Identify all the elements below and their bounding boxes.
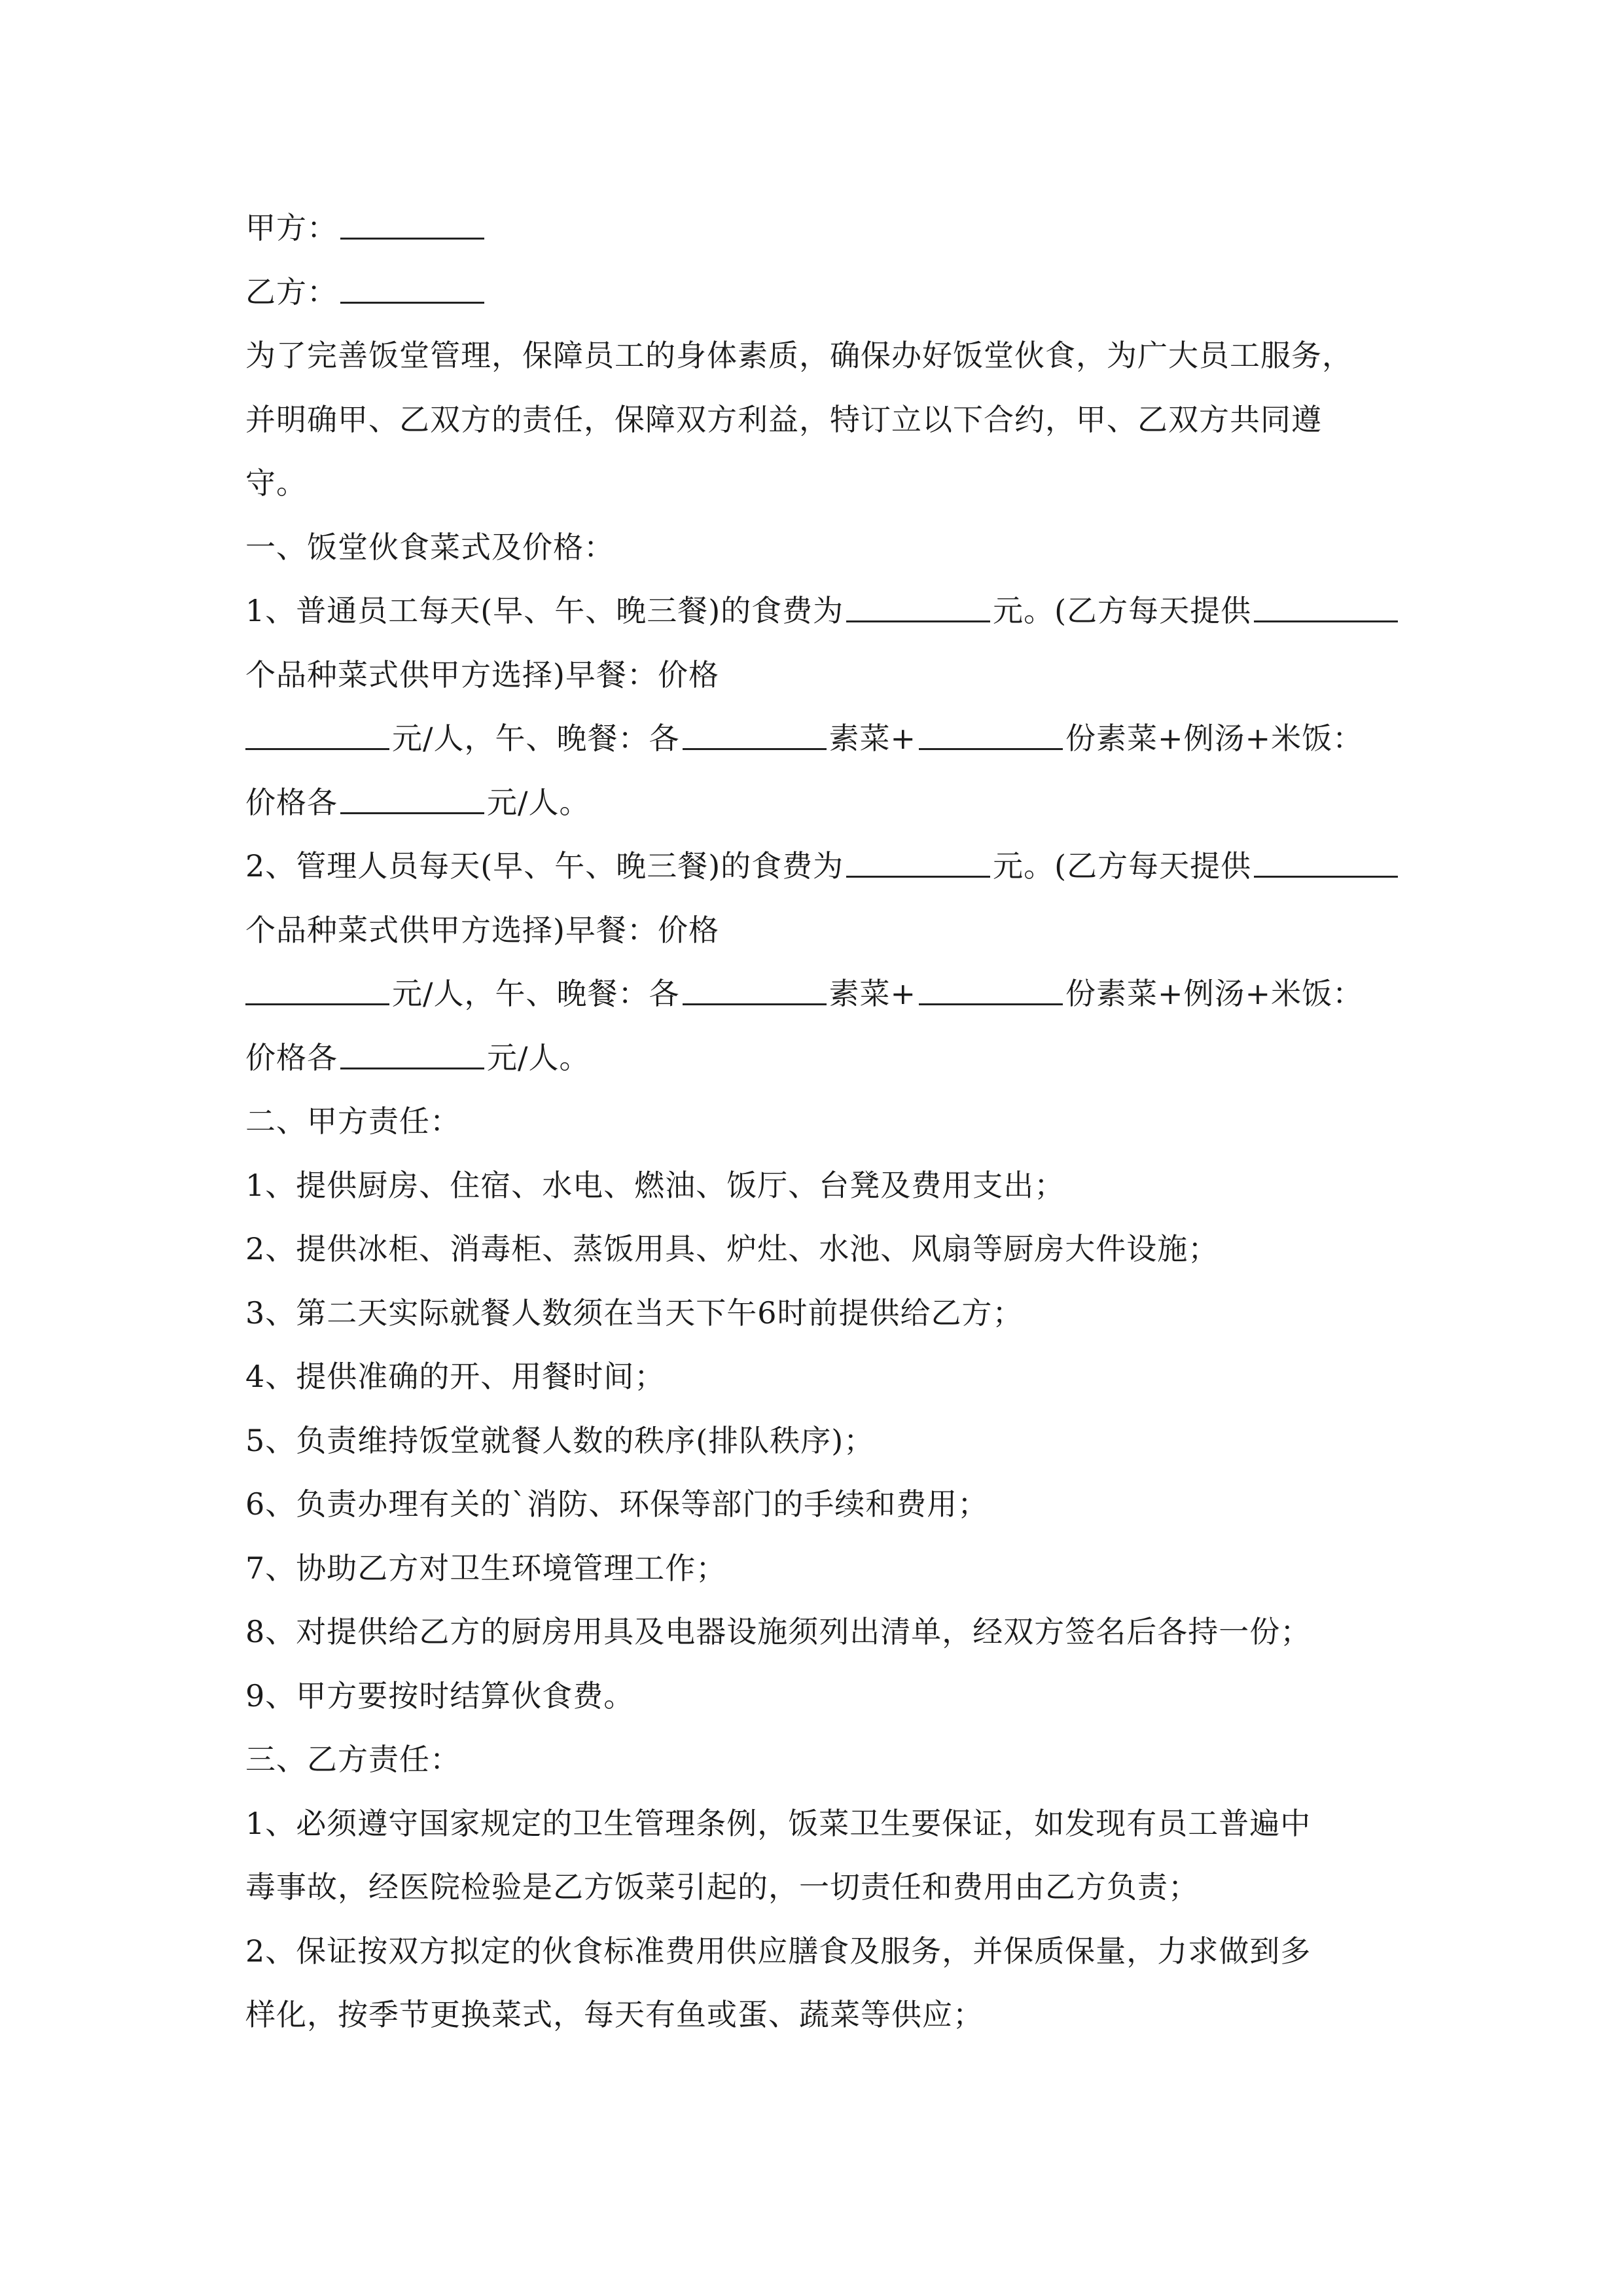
s1-item2-text-a: 2、管理人员每天(早、午、晚三餐)的食费为 xyxy=(245,848,844,884)
s1-item1-breakfast-price-blank[interactable] xyxy=(245,721,389,750)
s1-item2-breakfast-price-blank[interactable] xyxy=(245,977,389,1005)
s1-item1-text-a: 1、普通员工每天(早、午、晚三餐)的食费为 xyxy=(245,593,844,628)
s1-item1-text-b: 元。(乙方每天提供 xyxy=(993,593,1252,628)
section2-item: 2、提供冰柜、消毒柜、蒸饭用具、炉灶、水池、风扇等厨房大件设施； xyxy=(245,1231,1219,1266)
party-a-label: 甲方： xyxy=(245,210,338,245)
section2-item: 5、负责维持饭堂就餐人数的秩序(排队秩序)； xyxy=(245,1422,875,1458)
intro-line-2: 并明确甲、乙双方的责任，保障双方利益，特订立以下合约，甲、乙双方共同遵 xyxy=(245,401,1322,437)
s1-item2-text-e: 素菜+ xyxy=(829,976,917,1011)
intro-line-3: 守。 xyxy=(245,465,307,501)
s1-item1-line1 xyxy=(245,579,1423,643)
s1-item2-text-h: 元/人。 xyxy=(487,1039,590,1075)
s1-item1-text-g: 价格各 xyxy=(245,784,338,820)
section3-line: 样化，按季节更换菜式，每天有鱼或蛋、蔬菜等供应； xyxy=(245,1997,984,2032)
s1-item2-text-g: 价格各 xyxy=(245,1039,338,1075)
s1-item1-daily-fee-blank[interactable] xyxy=(846,594,990,622)
section2-item: 3、第二天实际就餐人数须在当天下午6时前提供给乙方； xyxy=(245,1295,1024,1331)
s1-item2-text-f: 份素菜+例汤+米饭： xyxy=(1065,976,1364,1011)
s1-item2-text-b: 元。(乙方每天提供 xyxy=(993,848,1252,884)
section2-item: 4、提供准确的开、用餐时间； xyxy=(245,1359,666,1394)
s1-item2-veg-count-blank[interactable] xyxy=(683,977,827,1005)
s1-item1-side-count-blank[interactable] xyxy=(919,721,1063,750)
s1-item1-text-f: 份素菜+例汤+米饭： xyxy=(1065,721,1364,756)
section2-title: 二、甲方责任： xyxy=(245,1103,461,1139)
s1-item1-meal-price-blank[interactable] xyxy=(340,785,484,814)
s1-item1-text-d: 元/人，午、晚餐：各 xyxy=(392,721,680,756)
section1-title: 一、饭堂伙食菜式及价格： xyxy=(245,529,615,565)
s1-item1-text-e: 素菜+ xyxy=(829,721,917,756)
s1-item1-line4 xyxy=(245,771,1423,835)
contract-body xyxy=(245,196,1423,2047)
s1-item1-line2: 个品种菜式供甲方选择)早餐：价格 xyxy=(245,656,719,692)
s1-item2-line4 xyxy=(245,1026,1423,1090)
section3-title: 三、乙方责任： xyxy=(245,1742,461,1777)
s1-item2-line2: 个品种菜式供甲方选择)早餐：价格 xyxy=(245,912,719,948)
section2-item: 7、协助乙方对卫生环境管理工作； xyxy=(245,1550,727,1586)
section3-line: 2、保证按双方拟定的伙食标准费用供应膳食及服务，并保质保量，力求做到多 xyxy=(245,1933,1311,1969)
s1-item1-veg-count-blank[interactable] xyxy=(683,721,827,750)
s1-item1-line3 xyxy=(245,707,1423,771)
s1-item2-side-count-blank[interactable] xyxy=(919,977,1063,1005)
s1-item2-meal-price-blank[interactable] xyxy=(340,1040,484,1069)
section3-line: 毒事故，经医院检验是乙方饭菜引起的，一切责任和费用由乙方负责； xyxy=(245,1869,1199,1905)
s1-item2-text-d: 元/人，午、晚餐：各 xyxy=(392,976,680,1011)
intro-line-1: 为了完善饭堂管理，保障员工的身体素质，确保办好饭堂伙食，为广大员工服务， xyxy=(245,338,1353,373)
section2-item: 9、甲方要按时结算伙食费。 xyxy=(245,1677,635,1713)
section3-line: 1、必须遵守国家规定的卫生管理条例，饭菜卫生要保证，如发现有员工普遍中 xyxy=(245,1805,1311,1841)
s1-item2-line3 xyxy=(245,962,1423,1026)
s1-item2-dish-count-blank[interactable] xyxy=(1254,849,1398,878)
section2-item: 8、对提供给乙方的厨房用具及电器设施须列出清单，经双方签名后各持一份； xyxy=(245,1614,1311,1649)
s1-item2-line1 xyxy=(245,834,1423,899)
party-b-label: 乙方： xyxy=(245,274,338,310)
party-a-blank[interactable] xyxy=(340,211,484,240)
party-b-blank[interactable] xyxy=(340,274,484,303)
section2-item: 1、提供厨房、住宿、水电、燃油、饭厅、台凳及费用支出； xyxy=(245,1167,1065,1203)
party-a-line xyxy=(245,196,1423,260)
s1-item2-daily-fee-blank[interactable] xyxy=(846,849,990,878)
section2-item: 6、负责办理有关的`消防、环保等部门的手续和费用； xyxy=(245,1486,989,1522)
s1-item1-text-h: 元/人。 xyxy=(487,784,590,820)
s1-item1-dish-count-blank[interactable] xyxy=(1254,594,1398,622)
party-b-line xyxy=(245,260,1423,325)
